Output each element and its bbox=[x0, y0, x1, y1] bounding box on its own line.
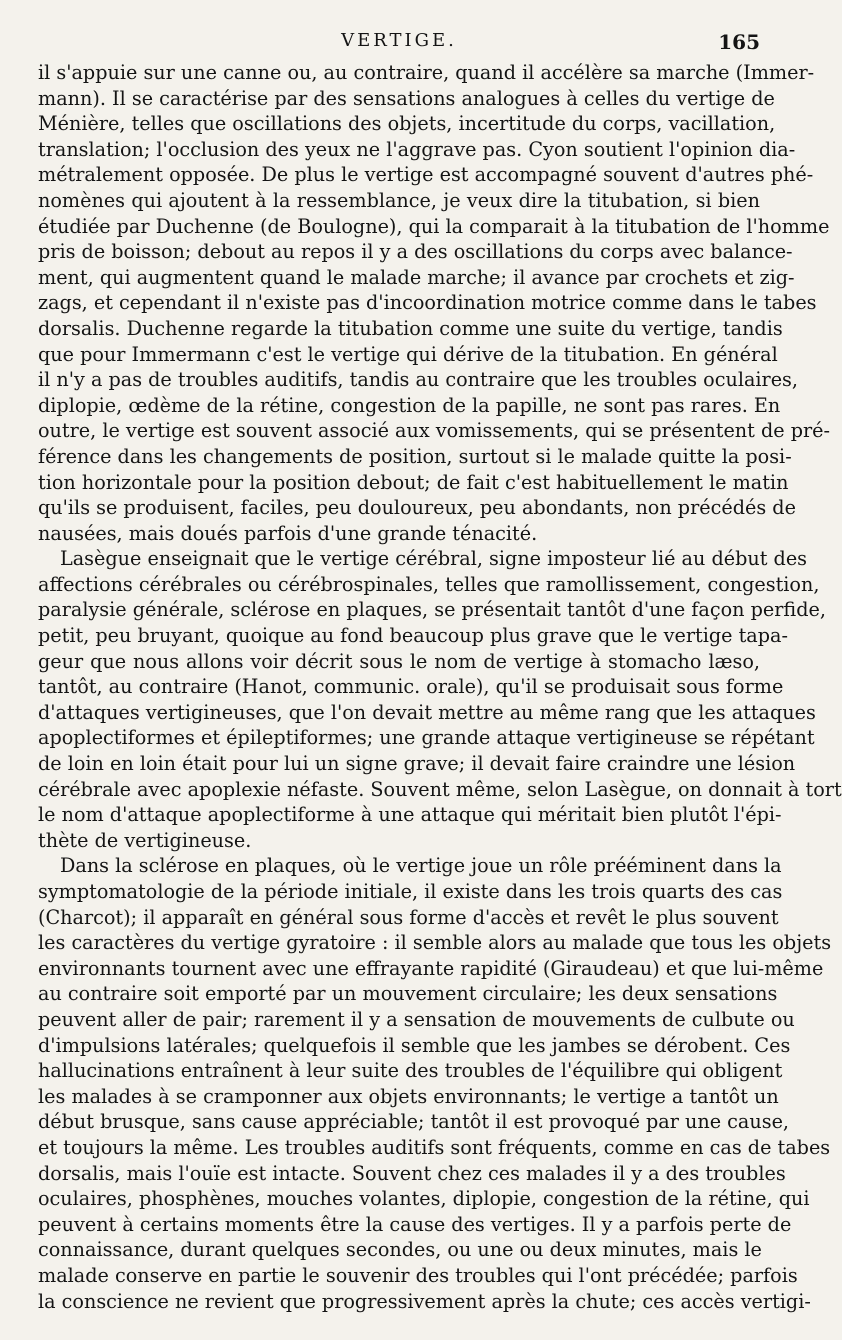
text-line: il n'y a pas de troubles auditifs, tandis au contraire que les troubles oculaires, bbox=[38, 368, 799, 392]
text-line: environnants tournent avec une effrayante rapidité (Giraudeau) et que lui-même bbox=[38, 956, 824, 980]
text-line: métralement opposée. De plus le vertige est accompagné souvent d'autres phé- bbox=[38, 163, 814, 187]
text-line: nomènes qui ajoutent à la ressemblance, je veux dire la titubation, si bien bbox=[38, 188, 760, 212]
text-line: nausées, mais doués parfois d'une grande ténacité. bbox=[38, 521, 538, 545]
text-line: les malades à se cramponner aux objets environnants; le vertige a tantôt un bbox=[38, 1084, 779, 1108]
text-line: oculaires, phosphènes, mouches volantes, diplopie, congestion de la rétine, qui bbox=[38, 1187, 810, 1211]
text-line: la conscience ne revient que progressivement après la chute; ces accès vertigi- bbox=[38, 1289, 811, 1313]
text-line: peuvent aller de pair; rarement il y a sensation de mouvements de culbute ou bbox=[38, 1007, 795, 1031]
text-line: Ménière, telles que oscillations des objets, incertitude du corps, vacillation, bbox=[38, 112, 776, 136]
text-line: d'impulsions latérales; quelquefois il semble que les jambes se dérobent. Ces bbox=[38, 1033, 791, 1057]
text-line: outre, le vertige est souvent associé aux vomissements, qui se présentent de pré- bbox=[38, 419, 830, 443]
text-line: le nom d'attaque apoplectiforme à une attaque qui méritait bien plutôt l'épi- bbox=[38, 803, 782, 827]
page-number: 165 bbox=[718, 30, 760, 54]
text-line: et toujours la même. Les troubles auditifs sont fréquents, comme en cas de tabes bbox=[38, 1135, 831, 1159]
running-head bbox=[38, 26, 760, 60]
text-line: hallucinations entraînent à leur suite des troubles de l'équilibre qui obligent bbox=[38, 1059, 783, 1083]
text-line: malade conserve en partie le souvenir des troubles qui l'ont précédée; parfois bbox=[38, 1263, 798, 1287]
text-line: mann). Il se caractérise par des sensations analogues à celles du vertige de bbox=[38, 86, 775, 110]
text-line: tantôt, au contraire (Hanot, communic. orale), qu'il se produisait sous forme bbox=[38, 675, 784, 699]
text-line: d'attaques vertigineuses, que l'on devait mettre au même rang que les attaques bbox=[38, 700, 816, 724]
text-line: dorsalis, mais l'ouïe est intacte. Souvent chez ces malades il y a des troubles bbox=[38, 1161, 786, 1185]
text-line: symptomatologie de la période initiale, il existe dans les trois quarts des cas bbox=[38, 880, 783, 903]
text-line: férence dans les changements de position, surtout si le malade quitte la posi- bbox=[38, 444, 792, 468]
paragraph bbox=[38, 853, 832, 1314]
text-line: cérébrale avec apoplexie néfaste. Souvent même, selon Lasègue, on donnait à tort bbox=[38, 777, 842, 801]
text-line: qu'ils se produisent, faciles, peu douloureux, peu abondants, non précédés de bbox=[38, 496, 796, 520]
text-line: pris de boisson; debout au repos il y a des oscillations du corps avec balance- bbox=[38, 240, 793, 264]
text-line: tion horizontale pour la position debout; de fait c'est habituellement le matin bbox=[38, 470, 789, 494]
text-line: peuvent à certains moments être la cause des vertiges. Il y a parfois perte de bbox=[38, 1212, 792, 1236]
text-line: étudiée par Duchenne (de Boulogne), qui la comparait à la titubation de l'homme bbox=[38, 214, 830, 238]
text-line: début brusque, sans cause appréciable; tantôt il est provoqué par une cause, bbox=[38, 1110, 790, 1134]
text-line: ment, qui augmentent quand le malade marche; il avance par crochets et zig- bbox=[38, 265, 795, 289]
text-line: (Charcot); il apparaît en général sous forme d'accès et revêt le plus souvent bbox=[38, 905, 779, 929]
text-line: petit, peu bruyant, quoique au fond beaucoup plus grave que le vertige tapa- bbox=[38, 624, 788, 648]
text-line: translation; l'occlusion des yeux ne l'aggrave pas. Cyon soutient l'opinion dia- bbox=[38, 137, 796, 161]
paragraph bbox=[38, 546, 842, 853]
text-line: il s'appuie sur une canne ou, au contraire, quand il accélère sa marche (Immer- bbox=[38, 61, 815, 84]
text-line: geur que nous allons voir décrit sous le nom de vertige à stomacho læso, bbox=[38, 649, 760, 673]
body-text bbox=[38, 60, 842, 1314]
text-line: paralysie générale, sclérose en plaques, se présentait tantôt d'une façon perfide, bbox=[38, 598, 826, 622]
text-line: au contraire soit emporté par un mouvement circulaire; les deux sensations bbox=[38, 982, 778, 1006]
text-line: apoplectiformes et épileptiformes; une grande attaque vertigineuse se répétant bbox=[38, 726, 815, 750]
text-line: diplopie, œdème de la rétine, congestion de la papille, ne sont pas rares. En bbox=[38, 393, 781, 417]
text-line: que pour Immermann c'est le vertige qui dérive de la titubation. En général bbox=[38, 342, 778, 366]
text-line: les caractères du vertige gyratoire : il semble alors au malade que tous les objets bbox=[38, 931, 832, 955]
text-line: dorsalis. Duchenne regarde la titubation comme une suite du vertige, tandis bbox=[38, 316, 783, 340]
text-line: de loin en loin était pour lui un signe grave; il devait faire craindre une lésion bbox=[38, 752, 796, 776]
running-title: VERTIGE. bbox=[341, 30, 457, 51]
text-line: Dans la sclérose en plaques, où le vertige joue un rôle prééminent dans la bbox=[60, 854, 782, 878]
text-line: affections cérébrales ou cérébrospinales, telles que ramollissement, congestion, bbox=[38, 572, 820, 596]
text-line: thète de vertigineuse. bbox=[38, 828, 252, 852]
text-line: connaissance, durant quelques secondes, ou une ou deux minutes, mais le bbox=[38, 1238, 762, 1262]
text-line: Lasègue enseignait que le vertige cérébral, signe imposteur lié au début des bbox=[60, 547, 808, 571]
paragraph bbox=[38, 60, 830, 546]
text-line: zags, et cependant il n'existe pas d'incoordination motrice comme dans le tabes bbox=[38, 291, 817, 315]
